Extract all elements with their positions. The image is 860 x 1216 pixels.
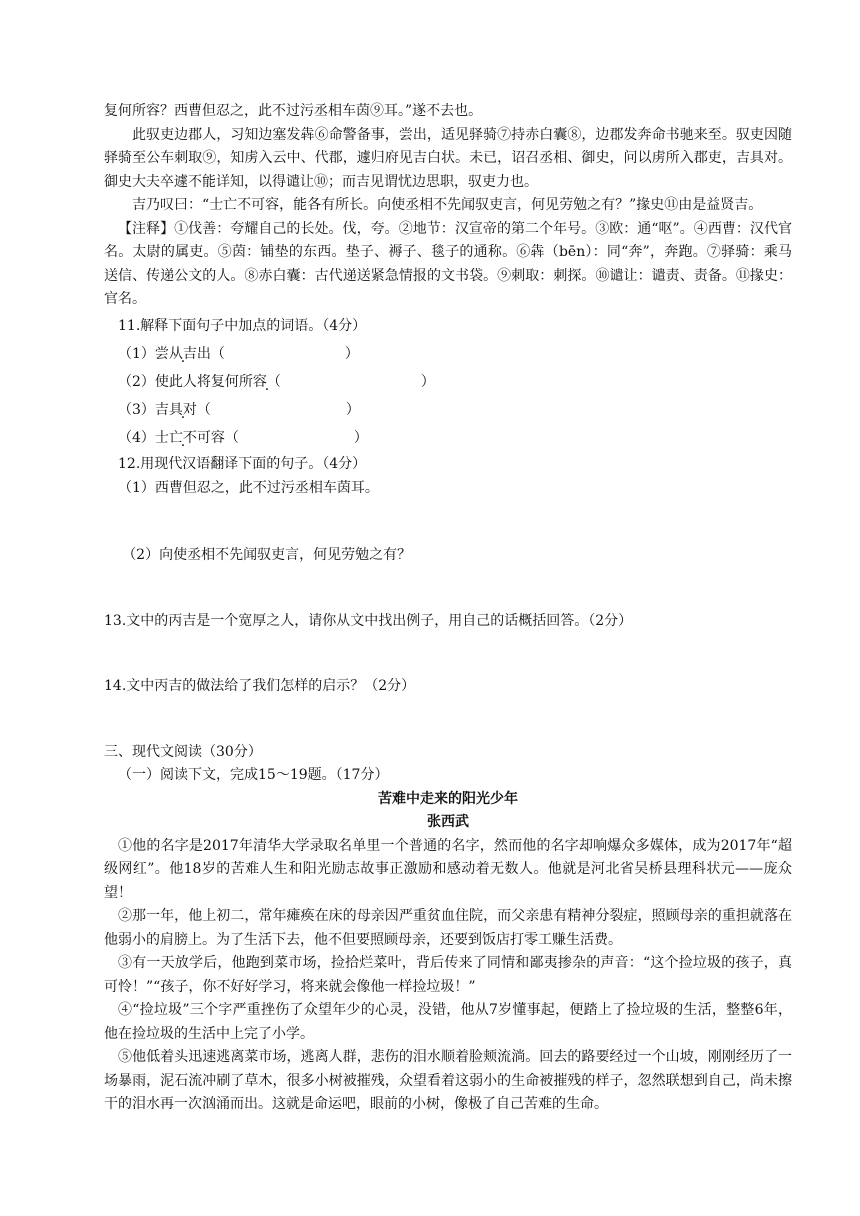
question-11-item-2 [104, 370, 792, 394]
question-12-sentence-2: （2）向使丞相不先闻驭吏言，何见劳勉之有？ [122, 547, 412, 563]
answer-space[interactable] [104, 568, 792, 610]
passage-paragraph-0: 复何所容？西曹但忍之，此不过污丞相车茵⑨耳。”遂不去也。 [104, 103, 483, 119]
question-12-title: 12.用现代汉语翻译下面的句子。（4分） [118, 456, 367, 472]
item-text: 吉出（ [182, 346, 225, 362]
answer-space[interactable] [104, 500, 792, 544]
document-page [104, 100, 792, 1117]
item-text: 士 [154, 430, 169, 446]
dotted-word: 具 [168, 402, 183, 418]
article-title: 苦难中走来的阳光少年 [378, 790, 518, 807]
item-text: 对（ [182, 402, 211, 418]
item-number: （4） [118, 430, 155, 446]
answer-space[interactable] [104, 633, 792, 675]
passage-paragraph-2: 吉乃叹曰：“士亡不可容，能各有所长。向使丞相不先闻驭吏言，何见劳勉之有？”掾史⑪由是益贤吉。 [132, 197, 763, 213]
article-paragraph-4: ④“捡垃圾”三个字严重挫伤了众望年少的心灵，没错，他从7岁懂事起，便踏上了捡垃圾的生活，整整6年，他在捡垃圾的生活中上完了小学。 [104, 1002, 792, 1042]
item-close: ） [344, 346, 359, 362]
question-14: 14.文中丙吉的做法给了我们怎样的启示？（2分） [104, 678, 416, 694]
question-11-title: 11.解释下面句子中加点的词语。（4分） [118, 317, 367, 334]
item-number: （2） [118, 374, 155, 390]
answer-space[interactable] [104, 699, 792, 741]
item-close: ） [420, 374, 435, 390]
item-text: （ [266, 374, 281, 390]
article-paragraph-5: ⑤他低着头迅速逃离菜市场，逃离人群，悲伤的泪水顺着脸颊流淌。回去的路要经过一个山坡，刚刚经历了一场暴雨，泥石流冲刷了草木，很多小树被摧残，众望看着这弱小的生命被摧残的样子，忽然联想到自己，尚未擦干的泪水再一次汹涌而出。这就是命运吧，眼前的小树，像极了自己苦难的生命。 [104, 1049, 792, 1112]
question-12-sentence-1: （1）西曹但忍之，此不过污丞相车茵耳。 [118, 479, 379, 496]
annotation-notes: 【注释】①伐善：夸耀自己的长处。伐，夸。②地节：汉宣帝的第二个年号。③欧：通“呕”。④西曹：汉代官名。太尉的属吏。⑤茵：铺垫的东西。垫子、褥子、毯子的通称。⑥犇（bēn）：同“奔”，奔跑。⑦驿骑：乘马送信、传递公文的人。⑧赤白囊：古代递送紧急情报的文书袋。⑨刺取：刺探。⑩谴让：谴责、责备。⑪掾史：官名。 [104, 220, 792, 307]
section-heading: 三、现代文阅读（30分） [104, 743, 262, 760]
question-11-item-1 [104, 342, 792, 366]
article-paragraph-3: ③有一天放学后，他跑到菜市场，捡拾烂菜叶，背后传来了同情和鄙夷掺杂的声音：“这个捡垃圾的孩子，真可怜！”“孩子，你不好好学习，将来就会像他一样捡垃圾！” [104, 955, 792, 995]
item-text: 不可容（ [182, 430, 239, 446]
passage-paragraph-1: 此驭吏边郡人，习知边塞发犇⑥命警备事，尝出，适见驿骑⑦持赤白囊⑧，边郡发奔命书驰来至。驭吏因随驿骑至公车刺取⑨，知虏入云中、代郡，遽归府见吉白状。未已，诏召丞相、御史，问以虏所入郡吏，吉具对。御史大夫卒遽不能详知，以得谴让⑩；而吉见谓忧边思职，驭吏力也。 [104, 126, 792, 190]
dotted-word: 亡 [168, 430, 183, 446]
question-11-item-3 [104, 398, 792, 422]
dotted-word: 从 [168, 346, 183, 362]
question-13: 13.文中的丙吉是一个宽厚之人，请你从文中找出例子，用自己的话概括回答。（2分） [104, 612, 633, 629]
item-text: 吉 [154, 402, 169, 418]
item-close: ） [345, 402, 360, 418]
question-11-item-4 [104, 426, 792, 450]
item-number: （1） [118, 346, 155, 362]
item-text: 尝 [154, 346, 169, 362]
dotted-word: 容 [252, 374, 267, 390]
item-text: 使此人将复何所 [154, 374, 253, 390]
article-paragraph-2: ②那一年，他上初二，常年瘫痪在床的母亲因严重贫血住院，而父亲患有精神分裂症，照顾母亲的重担就落在他弱小的肩膀上。为了生活下去，他不但要照顾母亲，还要到饭店打零工赚生活费。 [104, 908, 792, 948]
section-subheading: （一）阅读下文，完成15～19题。（17分） [118, 767, 389, 783]
article-paragraph-1: ①他的名字是2017年清华大学录取名单里一个普通的名字，然而他的名字却响爆众多媒体，成为2017年“超级网红”。他18岁的苦难人生和阳光励志故事正激励和感动着无数人。他就是河北省吴桥县理科状元——庞众望！ [104, 837, 792, 901]
item-number: （3） [118, 402, 155, 418]
article-author: 张西武 [427, 814, 469, 830]
item-close: ） [353, 430, 368, 446]
